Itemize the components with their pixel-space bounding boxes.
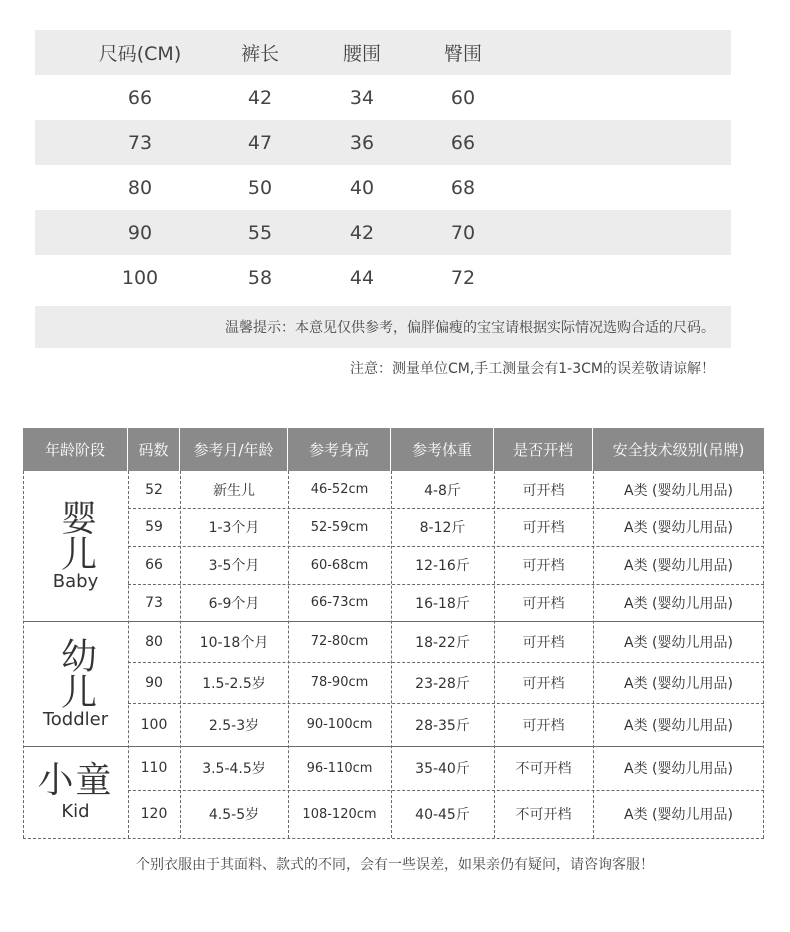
cell-crotch-open: 可开档 xyxy=(522,558,565,574)
cell-ref-weight: 8-12斤 xyxy=(419,520,466,536)
cell-ref-age: 10-18个月 xyxy=(199,634,269,651)
cell-crotch-open: 可开档 xyxy=(522,675,565,692)
cell-safety-class: A类 (婴幼儿用品) xyxy=(624,558,733,574)
cell-safety-class: A类 (婴幼儿用品) xyxy=(624,482,733,499)
size-chart-header-row xyxy=(35,30,731,75)
group-name-en: Toddler xyxy=(42,708,109,730)
header-safety-class: 安全技术级别(吊牌) xyxy=(612,441,745,459)
cell-hip: 72 xyxy=(450,266,476,289)
group-label-toddler xyxy=(23,621,128,746)
cell-crotch-open: 可开档 xyxy=(522,634,565,651)
cell-size: 100 xyxy=(121,266,159,289)
cell-pant-length: 55 xyxy=(247,221,273,244)
group-name-en: Kid xyxy=(61,801,90,822)
cell-ref-weight: 16-18斤 xyxy=(415,595,470,612)
cell-ref-height: 90-100cm xyxy=(306,717,373,732)
cell-ref-weight: 28-35斤 xyxy=(415,717,470,734)
cell-safety-class: A类 (婴幼儿用品) xyxy=(624,675,733,692)
cell-ref-age: 3-5个月 xyxy=(208,558,260,574)
cell-safety-class: A类 (婴幼儿用品) xyxy=(624,595,733,612)
cell-waist: 34 xyxy=(349,86,375,109)
table-row xyxy=(35,120,731,165)
cell-size: 90 xyxy=(127,221,153,244)
cell-hip: 70 xyxy=(450,221,476,244)
header-ref-weight: 参考体重 xyxy=(391,428,494,471)
cell-crotch-open: 可开档 xyxy=(522,520,565,536)
cell-crotch-open: 不可开档 xyxy=(515,807,572,823)
cell-crotch-open: 可开档 xyxy=(522,482,565,499)
cell-safety-class: A类 (婴幼儿用品) xyxy=(624,634,733,651)
footer-disclaimer: 个别衣服由于其面料、款式的不同，会有一些误差，如果亲仍有疑问，请咨询客服！ xyxy=(136,857,654,873)
cell-waist: 42 xyxy=(349,221,375,244)
cell-size-code: 80 xyxy=(145,633,163,650)
group-name-en: Baby xyxy=(52,571,99,592)
cell-size-code: 110 xyxy=(140,760,168,776)
cell-waist: 44 xyxy=(349,266,375,289)
group-name-cn: 小童 xyxy=(37,760,114,801)
cell-ref-height: 66-73cm xyxy=(310,595,369,610)
measurement-note: 注意：测量单位CM,手工测量会有1-3CM的误差敬请谅解！ xyxy=(349,361,715,377)
cell-ref-weight: 18-22斤 xyxy=(415,634,470,651)
cell-ref-height: 52-59cm xyxy=(310,519,369,535)
header-size: 尺码(CM) xyxy=(98,43,182,65)
cell-ref-age: 3.5-4.5岁 xyxy=(202,761,266,777)
header-age-stage: 年龄阶段 xyxy=(23,428,128,471)
cell-ref-weight: 40-45斤 xyxy=(415,807,470,823)
cell-crotch-open: 可开档 xyxy=(522,717,565,734)
cell-ref-height: 78-90cm xyxy=(310,675,369,690)
reminder-text: 温馨提示：本意见仅供参考，偏胖偏瘦的宝宝请根据实际情况选购合适的尺码。 xyxy=(225,320,715,336)
header-pant-length: 裤长 xyxy=(240,43,279,65)
header-ref-age: 参考月/年龄 xyxy=(180,428,288,471)
cell-pant-length: 58 xyxy=(247,266,273,289)
group-name-cn: 幼儿 xyxy=(55,636,97,709)
cell-size-code: 59 xyxy=(145,519,163,535)
cell-ref-age: 4.5-5岁 xyxy=(208,807,260,823)
table-row xyxy=(35,75,731,120)
cell-ref-weight: 12-16斤 xyxy=(415,558,470,574)
cell-size-code: 100 xyxy=(140,716,168,733)
cell-waist: 36 xyxy=(349,131,375,154)
cell-pant-length: 47 xyxy=(247,131,273,154)
cell-ref-height: 96-110cm xyxy=(306,760,373,776)
cell-hip: 66 xyxy=(450,131,476,154)
group-label-baby xyxy=(23,471,128,621)
cell-pant-length: 50 xyxy=(247,176,273,199)
cell-safety-class: A类 (婴幼儿用品) xyxy=(624,520,733,536)
cell-ref-height: 108-120cm xyxy=(302,806,377,822)
cell-safety-class: A类 (婴幼儿用品) xyxy=(624,717,733,734)
cell-safety-class: A类 (婴幼儿用品) xyxy=(624,807,733,823)
size-chart-table xyxy=(35,30,731,300)
cell-hip: 60 xyxy=(450,86,476,109)
header-ref-height: 参考身高 xyxy=(288,428,391,471)
cell-size: 66 xyxy=(127,86,153,109)
header-crotch-open: 是否开档 xyxy=(494,428,593,471)
cell-size-code: 66 xyxy=(145,557,163,573)
header-waist: 腰围 xyxy=(342,43,381,65)
age-table-header xyxy=(23,428,764,471)
cell-ref-weight: 4-8斤 xyxy=(424,482,461,499)
cell-ref-age: 新生儿 xyxy=(213,482,255,499)
cell-ref-height: 60-68cm xyxy=(310,557,369,573)
age-size-table xyxy=(23,428,764,838)
cell-size: 80 xyxy=(127,176,153,199)
cell-ref-age: 6-9个月 xyxy=(208,595,260,612)
cell-crotch-open: 不可开档 xyxy=(515,761,572,777)
cell-ref-height: 72-80cm xyxy=(310,634,369,649)
header-size-code: 码数 xyxy=(128,428,180,471)
cell-size-code: 73 xyxy=(145,594,163,611)
cell-ref-height: 46-52cm xyxy=(310,482,369,497)
cell-safety-class: A类 (婴幼儿用品) xyxy=(624,761,733,777)
cell-size-code: 120 xyxy=(140,806,168,822)
table-row xyxy=(35,165,731,210)
cell-size-code: 52 xyxy=(145,481,163,498)
cell-ref-age: 2.5-3岁 xyxy=(208,717,260,734)
cell-size-code: 90 xyxy=(145,674,163,691)
cell-pant-length: 42 xyxy=(247,86,273,109)
cell-ref-weight: 23-28斤 xyxy=(415,675,470,692)
reminder-bar xyxy=(35,306,731,348)
cell-waist: 40 xyxy=(349,176,375,199)
cell-ref-age: 1-3个月 xyxy=(208,520,260,536)
group-label-kid xyxy=(23,746,128,838)
cell-size: 73 xyxy=(127,131,153,154)
table-row xyxy=(35,210,731,255)
group-name-cn: 婴儿 xyxy=(55,499,97,571)
cell-crotch-open: 可开档 xyxy=(522,595,565,612)
header-hip: 臀围 xyxy=(443,43,482,65)
cell-hip: 68 xyxy=(450,176,476,199)
cell-ref-weight: 35-40斤 xyxy=(415,761,470,777)
table-row xyxy=(35,255,731,300)
cell-ref-age: 1.5-2.5岁 xyxy=(202,675,266,692)
